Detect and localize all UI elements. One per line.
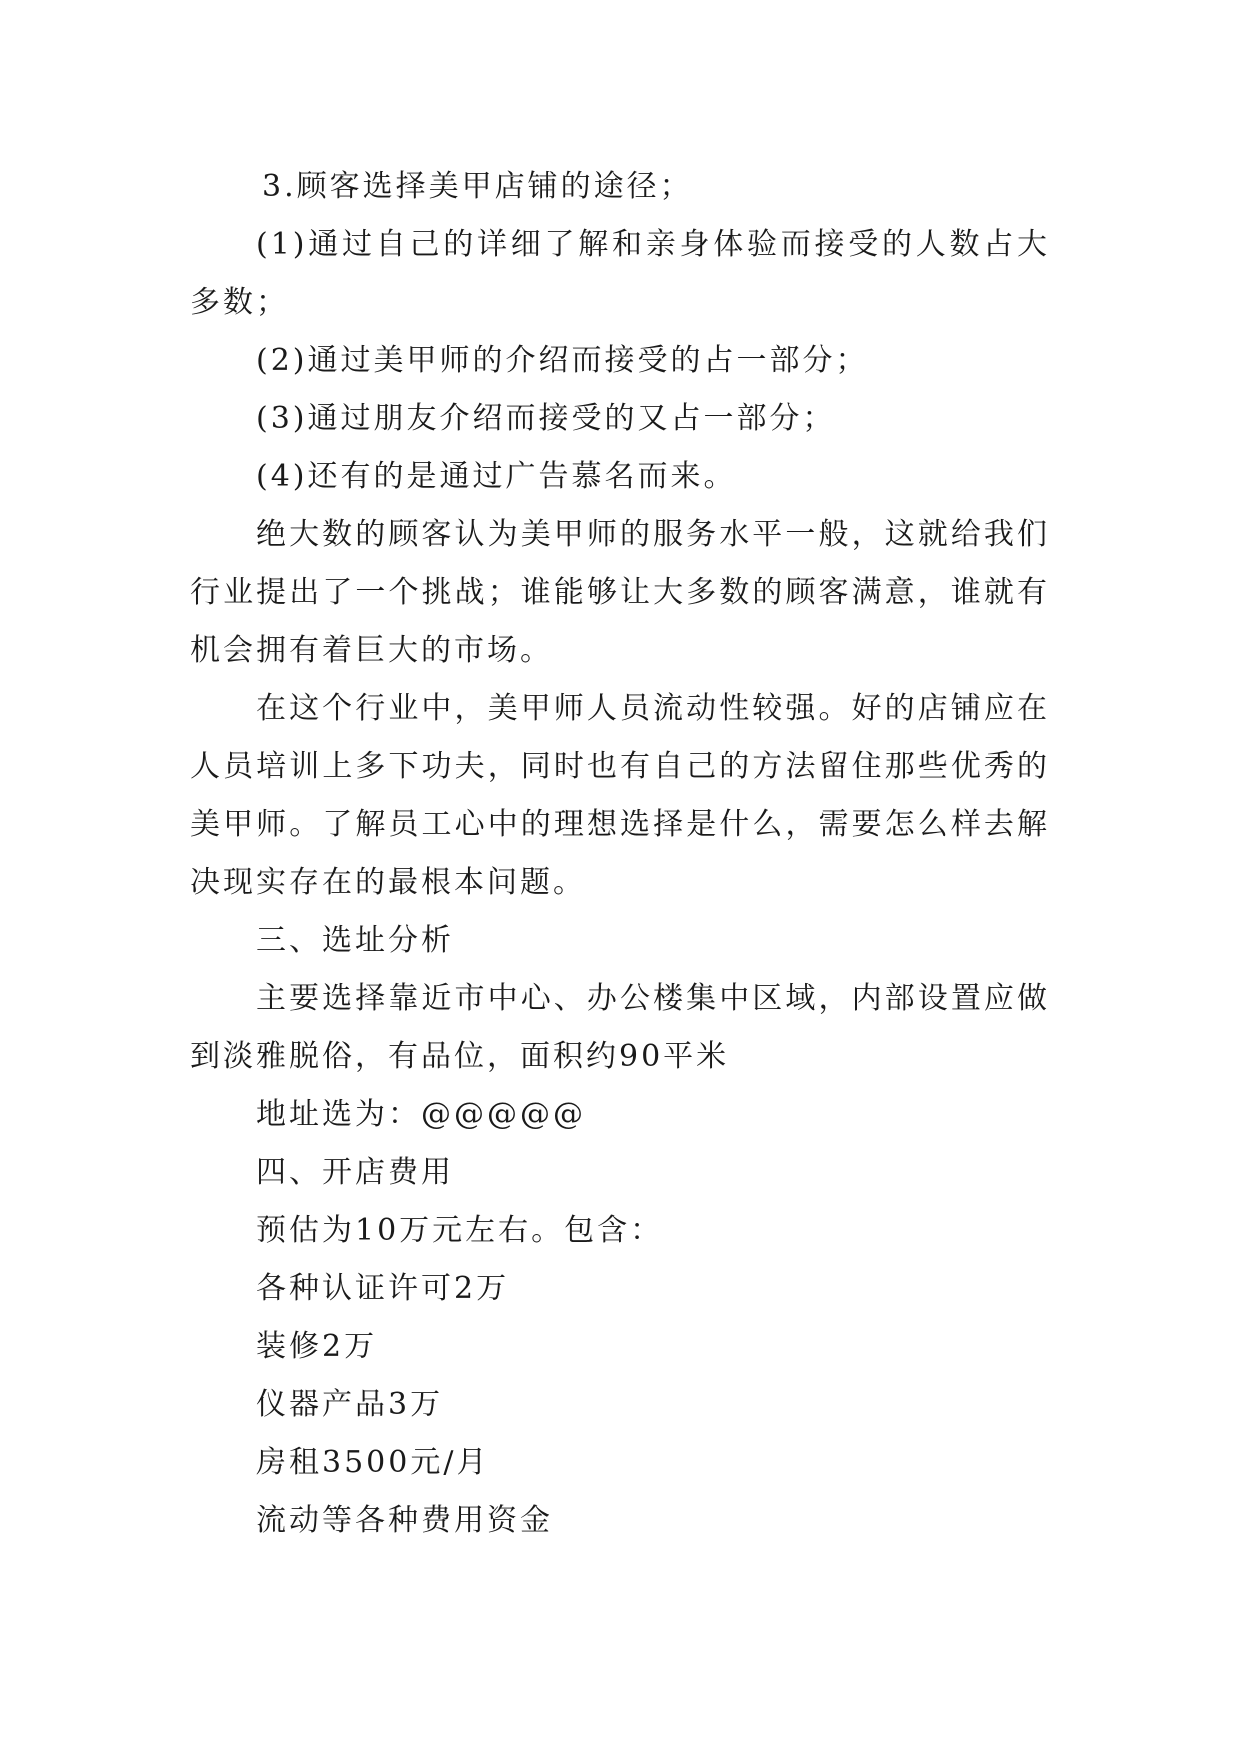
cost-item-certification: 各种认证许可2万: [256, 1271, 510, 1306]
list-item-channel-1: (1)通过自己的详细了解和亲身体验而接受的人数占大多数；: [190, 227, 1050, 320]
cost-item-equipment: 仪器产品3万: [256, 1387, 444, 1422]
section-heading-opening-costs: 四、开店费用: [256, 1155, 454, 1190]
list-item-channel-2: (2)通过美甲师的介绍而接受的占一部分；: [256, 343, 869, 378]
paragraph-service-level: 绝大数的顾客认为美甲师的服务水平一般，这就给我们行业提出了一个挑战；谁能够让大多数的顾客满意，谁就有机会拥有着巨大的市场。: [190, 517, 1050, 668]
document-body: [190, 158, 1050, 1550]
cost-item-working-capital: 流动等各种费用资金: [256, 1503, 553, 1538]
paragraph-staff-mobility: 在这个行业中，美甲师人员流动性较强。好的店铺应在人员培训上多下功夫，同时也有自己的方法留住那些优秀的美甲师。了解员工心中的理想选择是什么，需要怎么样去解决现实存在的最根本问题。: [190, 691, 1050, 900]
section-heading-site-analysis: 三、选址分析: [256, 923, 454, 958]
cost-item-rent: 房租3500元/月: [256, 1445, 490, 1480]
paragraph-address: 地址选为：@@@@@: [256, 1097, 586, 1132]
cost-item-decoration: 装修2万: [256, 1329, 378, 1364]
paragraph-site-selection: 主要选择靠近市中心、办公楼集中区域，内部设置应做到淡雅脱俗，有品位，面积约90平米: [190, 981, 1050, 1074]
section-heading-customer-channels: 3.顾客选择美甲店铺的途径；: [262, 169, 693, 204]
list-item-channel-4: (4)还有的是通过广告慕名而来。: [256, 459, 737, 494]
list-item-channel-3: (3)通过朋友介绍而接受的又占一部分；: [256, 401, 836, 436]
paragraph-cost-estimate: 预估为10万元左右。包含：: [256, 1213, 664, 1248]
